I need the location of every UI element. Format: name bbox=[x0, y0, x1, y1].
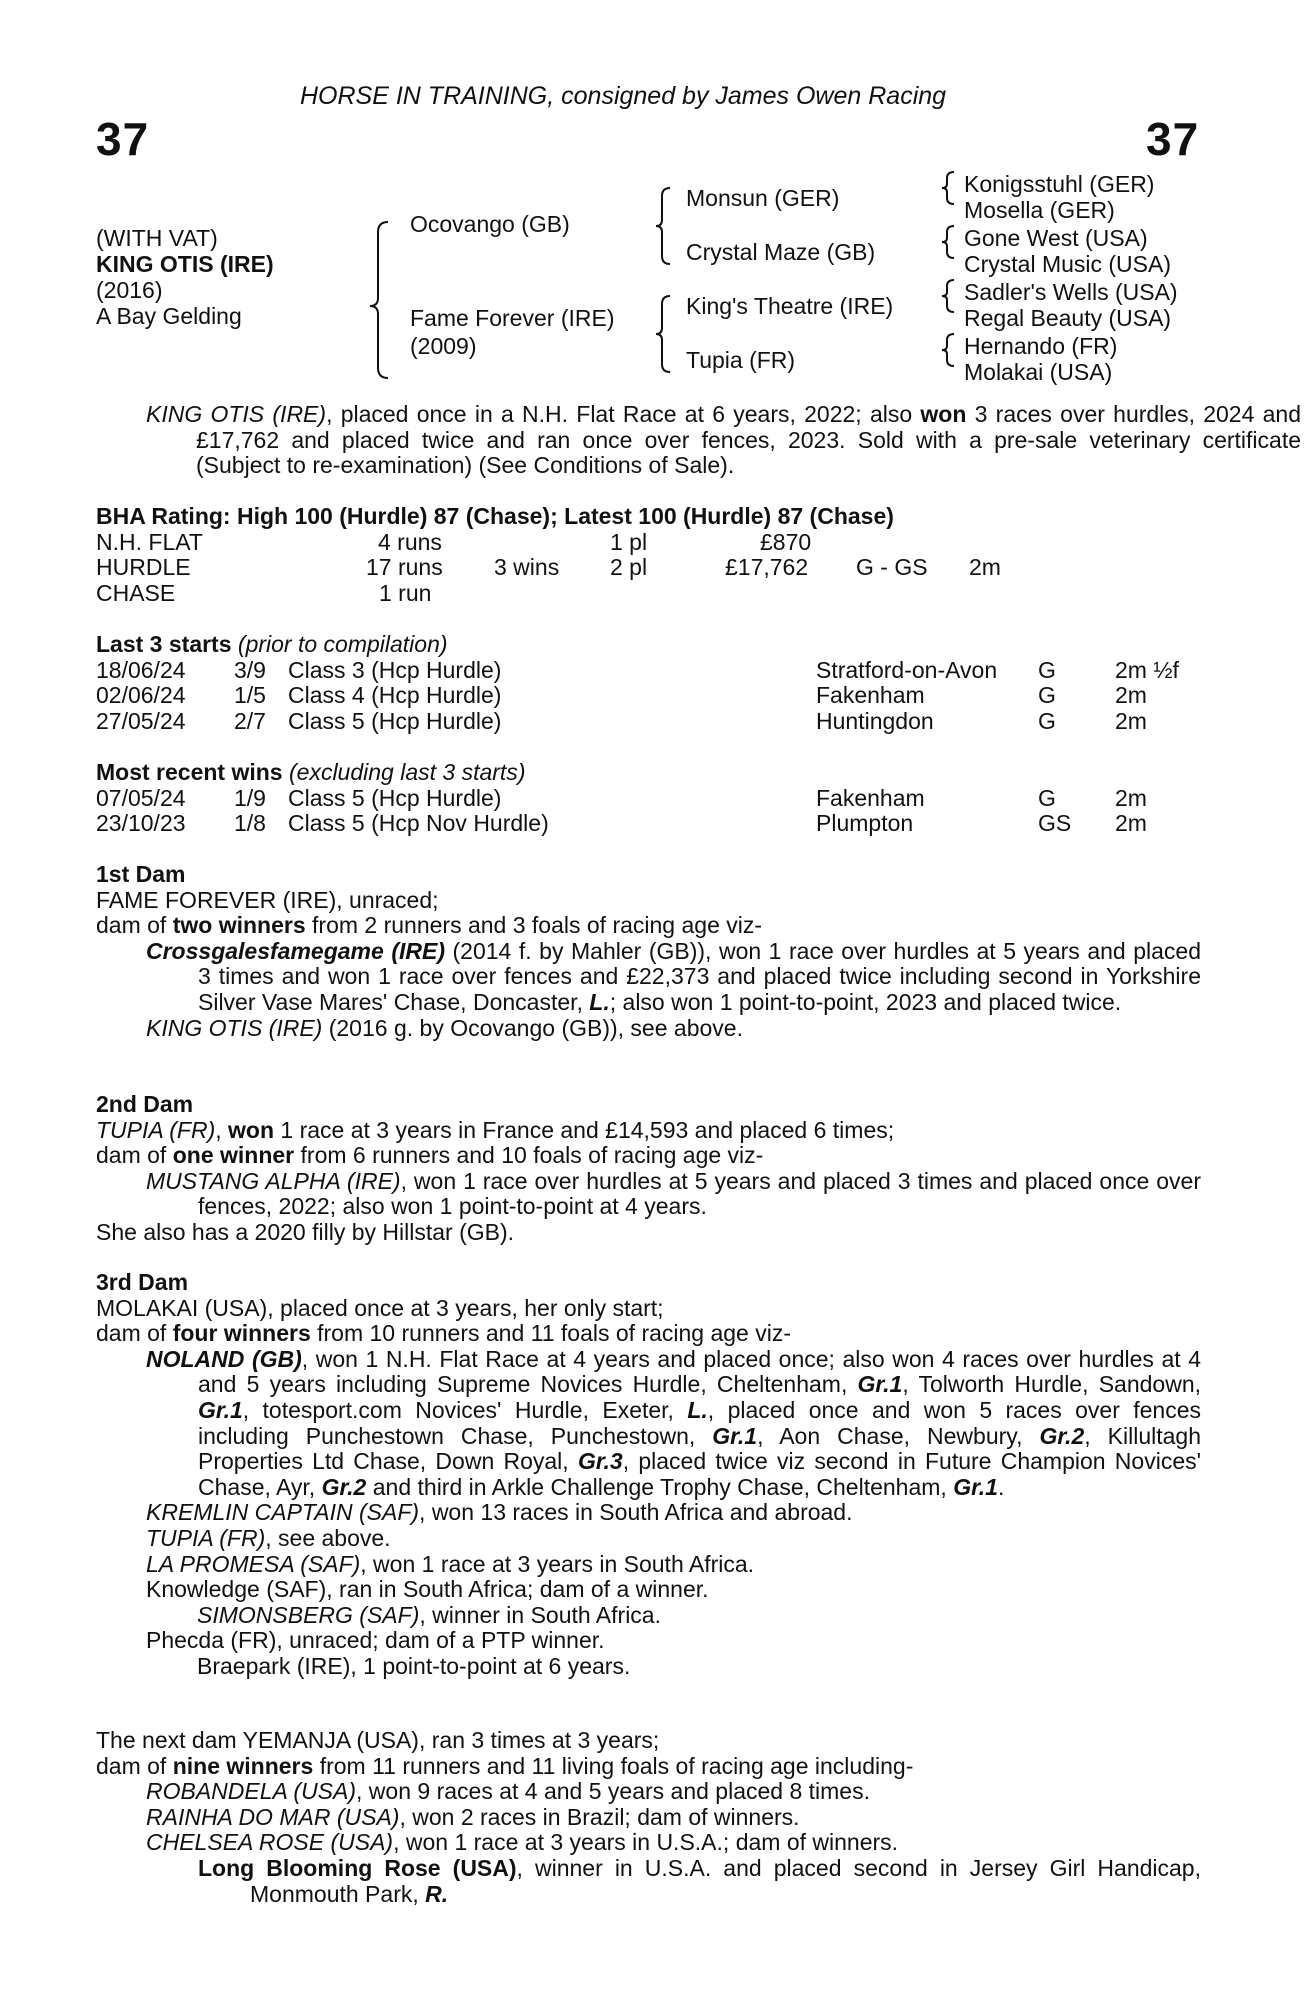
race-position: 2/7 bbox=[234, 707, 266, 734]
horse-year: (2016) bbox=[96, 277, 163, 303]
last3-section bbox=[96, 632, 1201, 734]
race-class: Class 5 (Hcp Hurdle) bbox=[288, 707, 502, 734]
third-dam-line: MOLAKAI (USA), placed once at 3 years, her only start; bbox=[96, 1294, 664, 1321]
last3-row bbox=[96, 683, 1201, 709]
rating-row bbox=[96, 555, 1201, 581]
rating-placed: 2 pl bbox=[610, 554, 648, 581]
progeny-entry: RAINHA DO MAR (USA), won 2 races in Brazil; dam of winners. bbox=[146, 1803, 800, 1830]
race-distance: 2m bbox=[1115, 707, 1147, 734]
race-position: 1/5 bbox=[234, 682, 266, 709]
third-dam-title: 3rd Dam bbox=[96, 1269, 189, 1295]
last3-row bbox=[96, 709, 1201, 735]
brace-dam bbox=[656, 296, 670, 372]
rating-section bbox=[96, 504, 1201, 606]
race-course: Stratford-on-Avon bbox=[816, 656, 998, 683]
rating-prize: £870 bbox=[760, 528, 812, 555]
rating-title: BHA Rating: High 100 (Hurdle) 87 (Chase); Latest 100 (Hurdle) 87 (Chase) bbox=[96, 503, 894, 529]
race-going: GS bbox=[1038, 810, 1072, 837]
brace-sire bbox=[656, 188, 670, 264]
grand-progeny-entry: SIMONSBERG (SAF), winner in South Africa. bbox=[197, 1601, 661, 1628]
progeny-entry: NOLAND (GB), won 1 N.H. Flat Race at 4 years and placed once; also won 4 races over hurdles at 4 and 5 years including Supreme Novices Hurdle, Cheltenham, Gr.1, Tolworth Hurdle, Sandown, Gr.1, totesport.com Novices' Hurdle, Exeter, L., placed once and won 5 races over fences including Punchestown Chase, Punchestown, Gr.1, Aon Chase, Newbury, Gr.2, Killultagh Properties Ltd Chase, Down Royal, Gr.3, placed twice viz second in Future Champion Novices' Chase, Ayr, Gr.2 and third in Arkle Challenge Trophy Chase, Cheltenham, Gr.1. bbox=[146, 1345, 1202, 1500]
pedigree-sire-dam: Crystal Maze (GB) bbox=[686, 239, 876, 265]
last3-row bbox=[96, 658, 1201, 684]
page-header-title: HORSE IN TRAINING, consigned by James Owen Racing bbox=[300, 82, 947, 110]
race-date: 27/05/24 bbox=[96, 707, 186, 734]
pedigree-gg4: Crystal Music (USA) bbox=[964, 251, 1172, 277]
race-class: Class 3 (Hcp Hurdle) bbox=[288, 656, 502, 683]
pedigree-dam-year: (2009) bbox=[410, 333, 477, 359]
recent-wins-section bbox=[96, 760, 1201, 837]
progeny-entry: MUSTANG ALPHA (IRE), won 1 race over hurdles at 5 years and placed 3 times and placed once over fences, 2022; also won 1 point-to-point at 4 years. bbox=[146, 1167, 1201, 1220]
rating-distance: 2m bbox=[969, 554, 1001, 581]
race-date: 18/06/24 bbox=[96, 656, 186, 683]
third-dam-section bbox=[96, 1270, 1201, 1680]
race-course: Huntingdon bbox=[816, 707, 934, 734]
rating-going: G - GS bbox=[856, 554, 928, 581]
race-going: G bbox=[1038, 784, 1056, 811]
progeny-entry: KING OTIS (IRE) (2016 g. by Ocovango (GB)), see above. bbox=[146, 1014, 743, 1041]
progeny-entry: TUPIA (FR), see above. bbox=[146, 1524, 391, 1551]
pedigree-dam-sire: King's Theatre (IRE) bbox=[686, 293, 894, 319]
horse-description: A Bay Gelding bbox=[96, 303, 242, 329]
rating-row bbox=[96, 530, 1201, 556]
race-distance: 2m bbox=[1115, 810, 1147, 837]
summary-horse-name: KING OTIS (IRE) bbox=[146, 401, 327, 427]
race-date: 02/06/24 bbox=[96, 682, 186, 709]
last3-title: Last 3 starts bbox=[96, 631, 232, 657]
next-dam-line: The next dam YEMANJA (USA), ran 3 times at 3 years; bbox=[96, 1727, 660, 1753]
recent-row bbox=[96, 811, 1201, 837]
second-dam-note: She also has a 2020 filly by Hillstar (GB). bbox=[96, 1218, 515, 1245]
summary-paragraph bbox=[96, 402, 1301, 479]
pedigree-braces bbox=[0, 0, 1315, 400]
pedigree-sire: Ocovango (GB) bbox=[410, 211, 570, 237]
rating-prize: £17,762 bbox=[725, 554, 809, 581]
first-dam-section bbox=[96, 862, 1201, 1041]
rating-runs: 1 run bbox=[379, 579, 432, 606]
summary-won: won bbox=[920, 401, 967, 427]
race-course: Plumpton bbox=[816, 810, 914, 837]
race-class: Class 4 (Hcp Hurdle) bbox=[288, 682, 502, 709]
third-dam-summary: dam of four winners from 10 runners and 11 foals of racing age viz- bbox=[96, 1320, 792, 1347]
pedigree-sire-sire: Monsun (GER) bbox=[686, 185, 840, 211]
progeny-entry: Crossgalesfamegame (IRE) (2014 f. by Mahler (GB)), won 1 race over hurdles at 5 years and placed 3 times and won 1 race over fences and £22,373 and placed twice including second in Yorkshire Silver Vase Mares' Chase, Doncaster, L.; also won 1 point-to-point, 2023 and placed twice. bbox=[146, 937, 1201, 1015]
pedigree-gg1: Konigsstuhl (GER) bbox=[964, 171, 1155, 197]
next-dam-summary: dam of nine winners from 11 runners and 11 living foals of racing age including- bbox=[96, 1752, 914, 1779]
pedigree-gg3: Gone West (USA) bbox=[964, 225, 1148, 251]
progeny-entry: KREMLIN CAPTAIN (SAF), won 13 races in South Africa and abroad. bbox=[146, 1499, 853, 1526]
rating-row bbox=[96, 581, 1201, 607]
brace-g2 bbox=[942, 226, 954, 258]
summary-text-1: , placed once in a N.H. Flat Race at 6 years, 2022; also bbox=[326, 401, 921, 427]
race-position: 3/9 bbox=[234, 656, 266, 683]
last3-note: (prior to compilation) bbox=[237, 631, 448, 657]
grand-progeny-entry: Long Blooming Rose (USA), winner in U.S.A. and placed second in Jersey Girl Handicap, Monmouth Park, R. bbox=[198, 1854, 1201, 1907]
race-position: 1/9 bbox=[234, 784, 266, 811]
pedigree-gg2: Mosella (GER) bbox=[964, 197, 1115, 223]
race-position: 1/8 bbox=[234, 810, 266, 837]
first-dam-title: 1st Dam bbox=[96, 861, 186, 887]
rating-runs: 17 runs bbox=[366, 554, 443, 581]
pedigree-gg8: Molakai (USA) bbox=[964, 359, 1113, 385]
rating-wins: 3 wins bbox=[494, 554, 560, 581]
lot-number-left: 37 bbox=[96, 113, 150, 165]
race-course: Fakenham bbox=[816, 682, 925, 709]
progeny-entry: Knowledge (SAF), ran in South Africa; dam of a winner. bbox=[146, 1576, 709, 1603]
first-dam-line: FAME FOREVER (IRE), unraced; bbox=[96, 886, 439, 913]
second-dam-line: TUPIA (FR), won 1 race at 3 years in France and £14,593 and placed 6 times; bbox=[96, 1116, 895, 1143]
rating-placed: 1 pl bbox=[610, 528, 648, 555]
progeny-entry: ROBANDELA (USA), won 9 races at 4 and 5 years and placed 8 times. bbox=[146, 1778, 870, 1805]
recent-row bbox=[96, 786, 1201, 812]
race-class: Class 5 (Hcp Hurdle) bbox=[288, 784, 502, 811]
pedigree-gg7: Hernando (FR) bbox=[964, 333, 1118, 359]
progeny-entry: Phecda (FR), unraced; dam of a PTP winner. bbox=[146, 1627, 605, 1654]
lot-number-right: 37 bbox=[1146, 113, 1200, 165]
rating-type: HURDLE bbox=[96, 554, 191, 581]
first-dam-summary: dam of two winners from 2 runners and 3 foals of racing age viz- bbox=[96, 912, 763, 939]
second-dam-summary: dam of one winner from 6 runners and 10 foals of racing age viz- bbox=[96, 1142, 764, 1169]
progeny-name: Crossgalesfamegame (IRE) bbox=[146, 937, 445, 964]
race-distance: 2m bbox=[1115, 784, 1147, 811]
brace-g4 bbox=[942, 334, 954, 366]
recent-title: Most recent wins bbox=[96, 759, 283, 785]
race-going: G bbox=[1038, 707, 1056, 734]
progeny-entry: LA PROMESA (SAF), won 1 race at 3 years in South Africa. bbox=[146, 1550, 755, 1577]
pedigree-gg6: Regal Beauty (USA) bbox=[964, 305, 1172, 331]
progeny-name: KING OTIS (IRE) bbox=[146, 1014, 323, 1041]
pedigree-gg5: Sadler's Wells (USA) bbox=[964, 279, 1178, 305]
brace-g1 bbox=[942, 172, 954, 204]
race-class: Class 5 (Hcp Nov Hurdle) bbox=[288, 810, 549, 837]
second-dam-title: 2nd Dam bbox=[96, 1091, 194, 1117]
race-going: G bbox=[1038, 682, 1056, 709]
recent-note: (excluding last 3 starts) bbox=[289, 759, 526, 785]
next-dam-section bbox=[96, 1728, 1201, 1907]
brace-sire-dam bbox=[370, 222, 388, 378]
vat-note: (WITH VAT) bbox=[96, 225, 218, 251]
grand-progeny-entry: Braepark (IRE), 1 point-to-point at 6 years. bbox=[197, 1652, 631, 1679]
pedigree-dam: Fame Forever (IRE) bbox=[410, 305, 615, 331]
progeny-entry: CHELSEA ROSE (USA), won 1 race at 3 years in U.S.A.; dam of winners. bbox=[146, 1829, 899, 1856]
race-going: G bbox=[1038, 656, 1056, 683]
second-dam-section bbox=[96, 1092, 1201, 1246]
race-distance: 2m bbox=[1115, 682, 1147, 709]
progeny-name: NOLAND (GB) bbox=[146, 1345, 302, 1372]
horse-name: KING OTIS (IRE) bbox=[96, 251, 274, 277]
rating-type: N.H. FLAT bbox=[96, 528, 203, 555]
pedigree-dam-dam: Tupia (FR) bbox=[686, 347, 796, 373]
summary-text-2: 3 races over hurdles, 2024 and £17,762 and placed twice and ran once over fences, 2023. Sold with a pre-sale veterinary certificate (Subject to re-examination) (See Conditions of Sale). bbox=[196, 401, 1302, 479]
race-course: Fakenham bbox=[816, 784, 925, 811]
race-date: 07/05/24 bbox=[96, 784, 186, 811]
progeny-name: MUSTANG ALPHA (IRE) bbox=[146, 1167, 401, 1194]
race-date: 23/10/23 bbox=[96, 810, 186, 837]
rating-runs: 4 runs bbox=[378, 528, 442, 555]
race-distance: 2m ½f bbox=[1115, 656, 1179, 683]
rating-type: CHASE bbox=[96, 579, 176, 606]
brace-g3 bbox=[942, 280, 954, 312]
